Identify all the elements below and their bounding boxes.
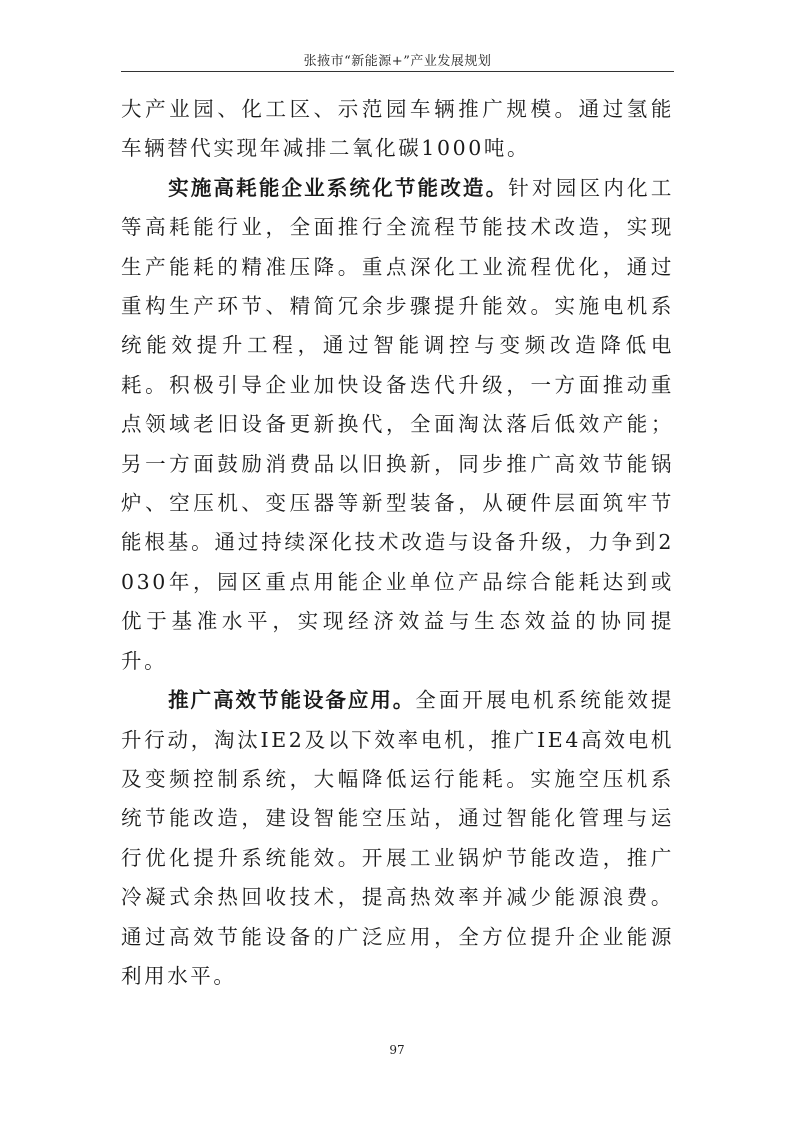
document-body	[121, 90, 674, 996]
paragraph-energy-saving-retrofit	[121, 169, 674, 681]
page-header-title: 张掖市“新能源+”产业发展规划	[303, 54, 492, 69]
paragraph-text: 针对园区内化工等高耗能行业，全面推行全流程节能技术改造，实现生产能耗的精准压降。重点深化工业流程优化，通过重构生产环节、精简冗余步骤提升能效。实施电机系统能效提升工程，通过智能调控与变频改造降低电耗。积极引导企业加快设备迭代升级，一方面推动重点领域老旧设备更新换代，全面淘汰落后低效产能；另一方面鼓励消费品以旧换新，同步推广高效节能锅炉、空压机、变压器等新型装备，从硬件层面筑牢节能根基。通过持续深化技术改造与设备升级，力争到2030年，园区重点用能企业单位产品综合能耗达到或优于基准水平，实现经济效益与生态效益的协同提升。	[121, 175, 675, 673]
paragraph-heading: 推广高效节能设备应用。	[168, 688, 416, 713]
paragraph-text: 全面开展电机系统能效提升行动，淘汰IE2及以下效率电机，推广IE4高效电机及变频控制系统，大幅降低运行能耗。实施空压机系统节能改造，建设智能空压站，通过智能化管理与运行优化提升系统能效。开展工业锅炉节能改造，推广冷凝式余热回收技术，提高热效率并减少能源浪费。通过高效节能设备的广泛应用，全方位提升企业能源利用水平。	[121, 688, 674, 988]
paragraph-continuation	[121, 90, 674, 169]
paragraph-text: 大产业园、化工区、示范园车辆推广规模。通过氢能车辆替代实现年减排二氧化碳1000吨。	[121, 97, 674, 161]
paragraph-heading: 实施高耗能企业系统化节能改造。	[168, 175, 509, 200]
header-divider	[121, 71, 674, 72]
paragraph-efficient-equipment	[121, 681, 674, 996]
page-number: 97	[389, 1043, 405, 1057]
